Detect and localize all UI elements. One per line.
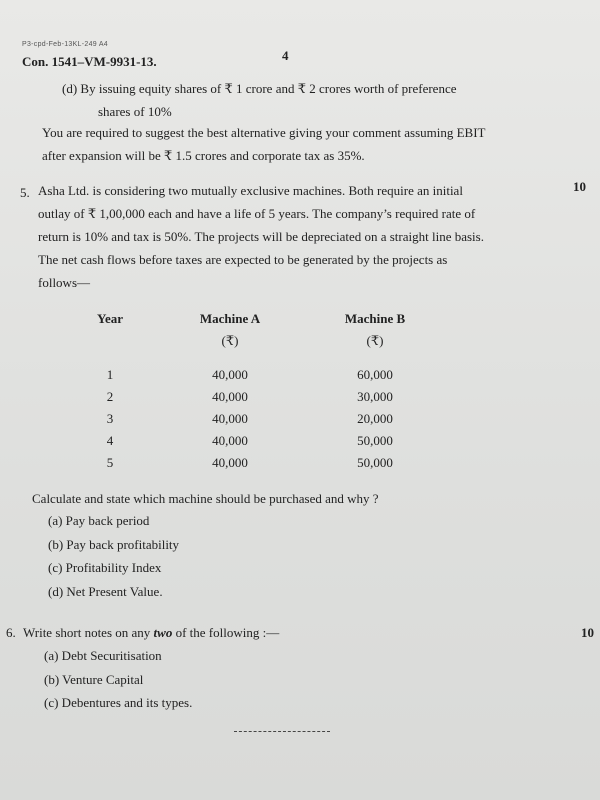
year-cell: 5 (106, 455, 114, 470)
unit-machine-b: (₹) (366, 333, 384, 348)
q4-instruction-line2: after expansion will be ₹ 1.5 crores and corporate tax as 35%. (42, 148, 365, 163)
q6-emphasis: two (153, 625, 173, 640)
q5-text-line: outlay of ₹ 1,00,000 each and have a life of 5 years. The company’s required rate of (38, 206, 476, 221)
year-cell: 3 (106, 411, 114, 426)
list-item: (a) Debt Securitisation (44, 648, 162, 663)
table-row (70, 452, 440, 474)
q4-option-d (62, 77, 582, 123)
q5-instruction: Calculate and state which machine should be purchased and why ? (32, 491, 379, 506)
q5-number: 5. (20, 185, 30, 200)
list-item: (b) Pay back profitability (48, 536, 180, 552)
unit-year (70, 330, 150, 352)
year-cell: 4 (106, 433, 114, 448)
col-header-machine-a: Machine A (199, 311, 261, 326)
col-header-year: Year (97, 311, 123, 326)
year-cell: 1 (106, 367, 114, 382)
list-item: (a) Pay back period (48, 513, 150, 528)
list-item: (b) Venture Capital (44, 671, 144, 687)
unit-machine-a: (₹) (221, 333, 239, 348)
table-row (70, 408, 440, 430)
machine-a-cell: 40,000 (212, 411, 248, 426)
q5-text-line: return is 10% and tax is 50%. The projects will be depreciated on a straight line basis. (38, 229, 484, 244)
machine-b-cell: 50,000 (357, 455, 393, 470)
machine-a-cell: 40,000 (212, 433, 248, 448)
machine-a-cell: 40,000 (212, 455, 248, 470)
table-row (70, 430, 440, 452)
list-item: (c) Profitability Index (48, 560, 162, 575)
q4-instruction-line1: You are required to suggest the best alternative giving your comment assuming EBIT (42, 125, 486, 140)
q6-parts-list (44, 644, 192, 715)
machine-a-cell: 40,000 (212, 367, 248, 382)
q6-text-before: Write short notes on any (23, 625, 154, 640)
machine-a-cell: 40,000 (212, 389, 248, 404)
list-item: (c) Debentures and its types. (44, 695, 193, 710)
q4-option-d-line2: shares of 10% (98, 104, 172, 119)
list-item: (d) Net Present Value. (48, 583, 163, 599)
paper-code-header: Con. 1541–VM-9931-13. (22, 54, 157, 69)
table-units-row (70, 330, 440, 352)
end-rule (234, 731, 330, 732)
q6-text (6, 621, 566, 644)
table-row (70, 386, 440, 408)
q5-text-line: follows— (38, 275, 90, 290)
machine-b-cell: 60,000 (357, 367, 393, 382)
q4-instruction (42, 121, 582, 167)
print-code: P3-cpd-Feb-13KL-249 A4 (22, 41, 108, 48)
page-number: 4 (282, 48, 289, 63)
q6-text-after: of the following :— (172, 625, 280, 640)
q4-option-d-line1: (d) By issuing equity shares of ₹ 1 crore and ₹ 2 crores worth of preference (62, 81, 457, 96)
q6-marks: 10 (581, 625, 594, 640)
machine-b-cell: 30,000 (357, 389, 393, 404)
cash-flow-table (70, 308, 440, 474)
q5-parts-list (48, 509, 179, 603)
q5-text (38, 179, 568, 294)
q5-text-line: Asha Ltd. is considering two mutually exclusive machines. Both require an initial (38, 183, 463, 198)
machine-b-cell: 20,000 (357, 411, 393, 426)
q5-text-line: The net cash flows before taxes are expected to be generated by the projects as (38, 252, 448, 267)
table-header-row (70, 308, 440, 330)
machine-b-cell: 50,000 (357, 433, 393, 448)
table-row (70, 364, 440, 386)
year-cell: 2 (106, 389, 114, 404)
q6-number: 6. (6, 625, 16, 640)
q5-marks: 10 (573, 179, 586, 194)
col-header-machine-b: Machine B (344, 311, 406, 326)
